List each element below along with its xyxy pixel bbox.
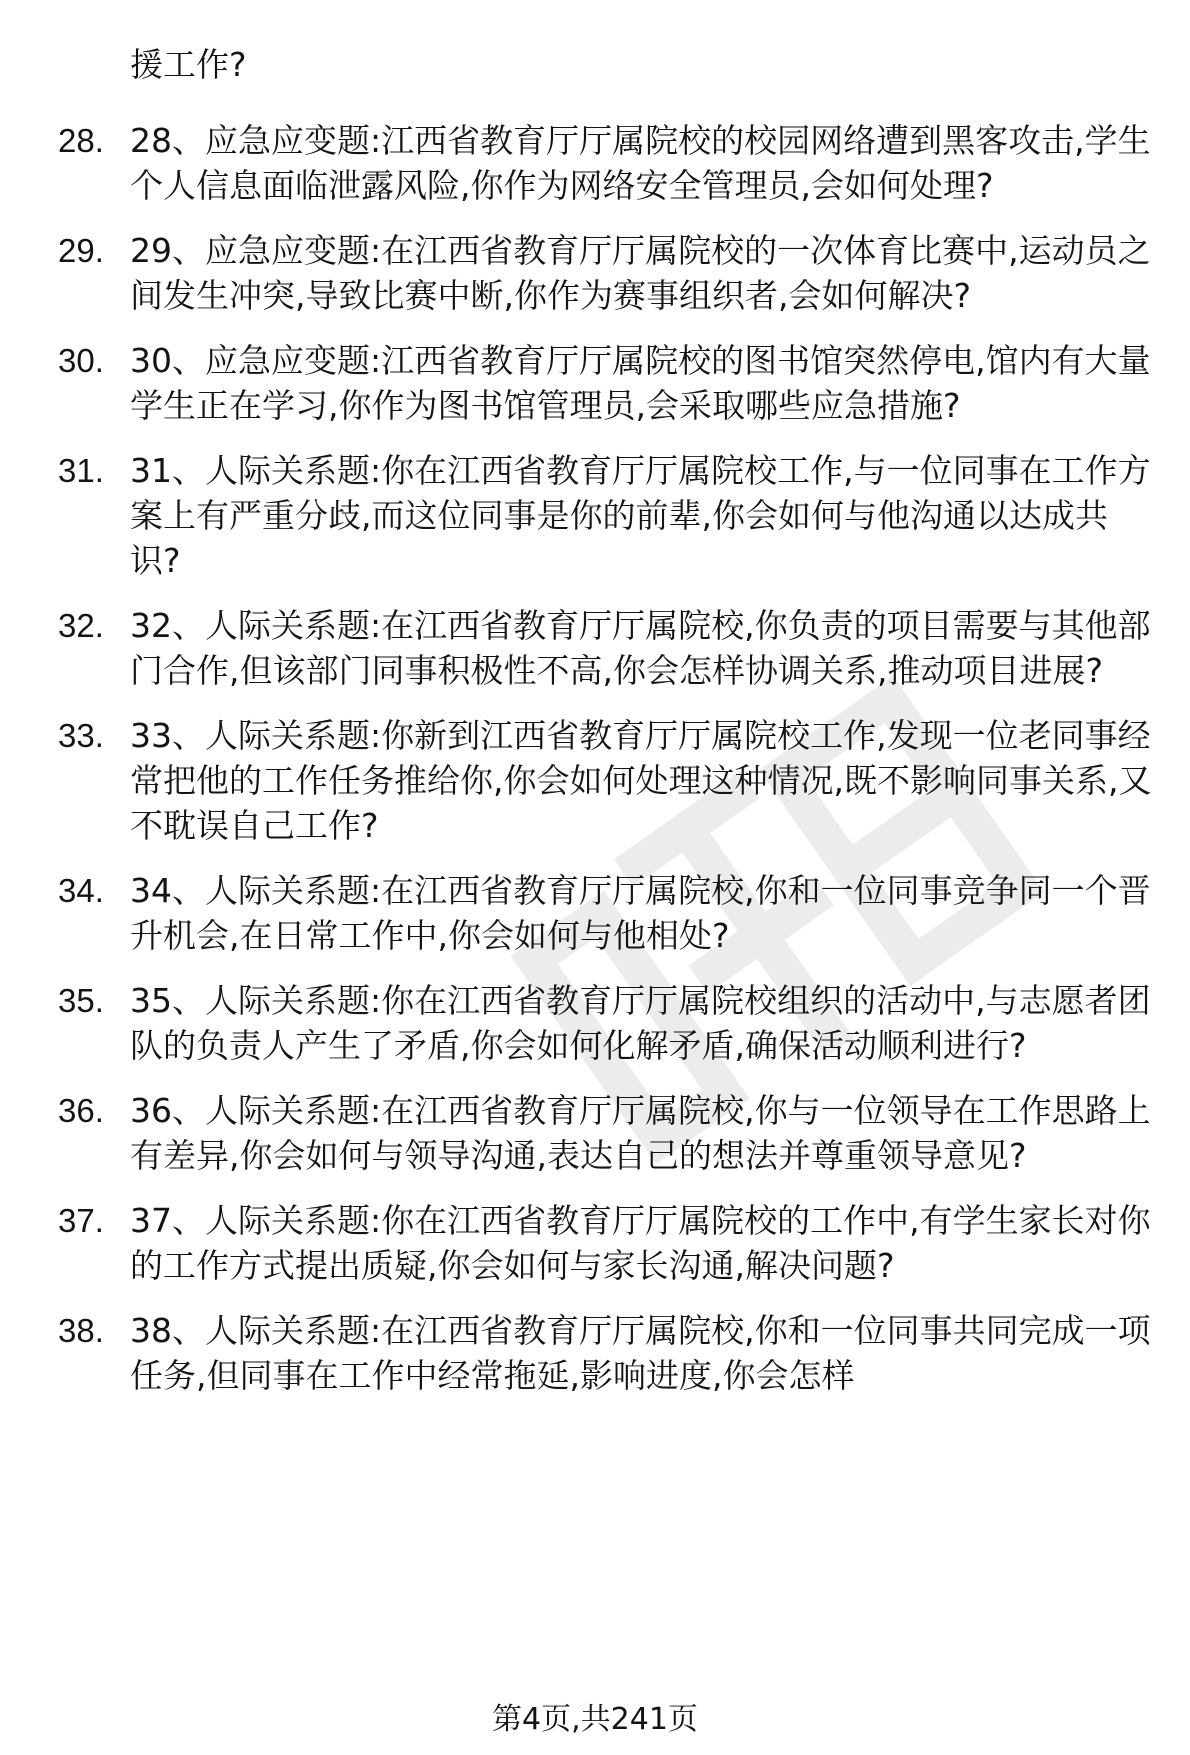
list-item [0, 603, 1190, 693]
item-text: 30、应急应变题:江西省教育厅厅属院校的图书馆突然停电,馆内有大量学生正在学习,你作为图书馆管理员,会采取哪些应急措施? [130, 341, 1151, 425]
item-text: 31、人际关系题:你在江西省教育厅厅属院校工作,与一位同事在工作方案上有严重分歧,而这位同事是你的前辈,你会如何与他沟通以达成共识? [130, 451, 1151, 580]
item-number: 31. [58, 452, 104, 489]
item-number: 33. [58, 717, 104, 754]
item-text: 35、人际关系题:你在江西省教育厅厅属院校组织的活动中,与志愿者团队的负责人产生了矛盾,你会如何化解矛盾,确保活动顺利进行? [130, 981, 1151, 1065]
list-item [0, 1308, 1190, 1398]
continuation-text: 援工作? [130, 45, 247, 84]
list-item [0, 228, 1190, 318]
item-number: 35. [58, 982, 104, 1019]
item-number: 37. [58, 1202, 104, 1239]
item-text: 29、应急应变题:在江西省教育厅厅属院校的一次体育比赛中,运动员之间发生冲突,导致比赛中断,你作为赛事组织者,会如何解决? [130, 231, 1151, 315]
item-text: 32、人际关系题:在江西省教育厅厅属院校,你负责的项目需要与其他部门合作,但该部门同事积极性不高,你会怎样协调关系,推动项目进展? [130, 606, 1151, 690]
list-item [0, 338, 1190, 428]
item-number: 28. [58, 122, 104, 159]
question-list [0, 118, 1190, 1418]
item-text: 38、人际关系题:在江西省教育厅厅属院校,你和一位同事共同完成一项任务,但同事在工作中经常拖延,影响进度,你会怎样 [130, 1311, 1151, 1395]
list-item [0, 713, 1190, 848]
list-item [0, 448, 1190, 583]
list-item [0, 868, 1190, 958]
list-item [0, 1198, 1190, 1288]
item-number: 30. [58, 342, 104, 379]
item-text: 37、人际关系题:你在江西省教育厅厅属院校的工作中,有学生家长对你的工作方式提出质疑,你会如何与家长沟通,解决问题? [130, 1201, 1151, 1285]
item-number: 34. [58, 872, 104, 909]
list-item [0, 1088, 1190, 1178]
item-text: 28、应急应变题:江西省教育厅厅属院校的校园网络遭到黑客攻击,学生个人信息面临泄露风险,你作为网络安全管理员,会如何处理? [130, 121, 1151, 205]
item-number: 32. [58, 607, 104, 644]
item-text: 33、人际关系题:你新到江西省教育厅厅属院校工作,发现一位老同事经常把他的工作任务推给你,你会如何处理这种情况,既不影响同事关系,又不耽误自己工作? [130, 716, 1152, 845]
list-item [0, 978, 1190, 1068]
item-number: 38. [58, 1312, 104, 1349]
list-item [0, 118, 1190, 208]
page-footer: 第4页,共241页 [492, 1702, 698, 1737]
item-number: 29. [58, 232, 104, 269]
item-text: 36、人际关系题:在江西省教育厅厅属院校,你与一位领导在工作思路上有差异,你会如何与领导沟通,表达自己的想法并尊重领导意见? [130, 1091, 1151, 1175]
item-number: 36. [58, 1092, 104, 1129]
item-text: 34、人际关系题:在江西省教育厅厅属院校,你和一位同事竞争同一个晋升机会,在日常工作中,你会如何与他相处? [130, 871, 1151, 955]
